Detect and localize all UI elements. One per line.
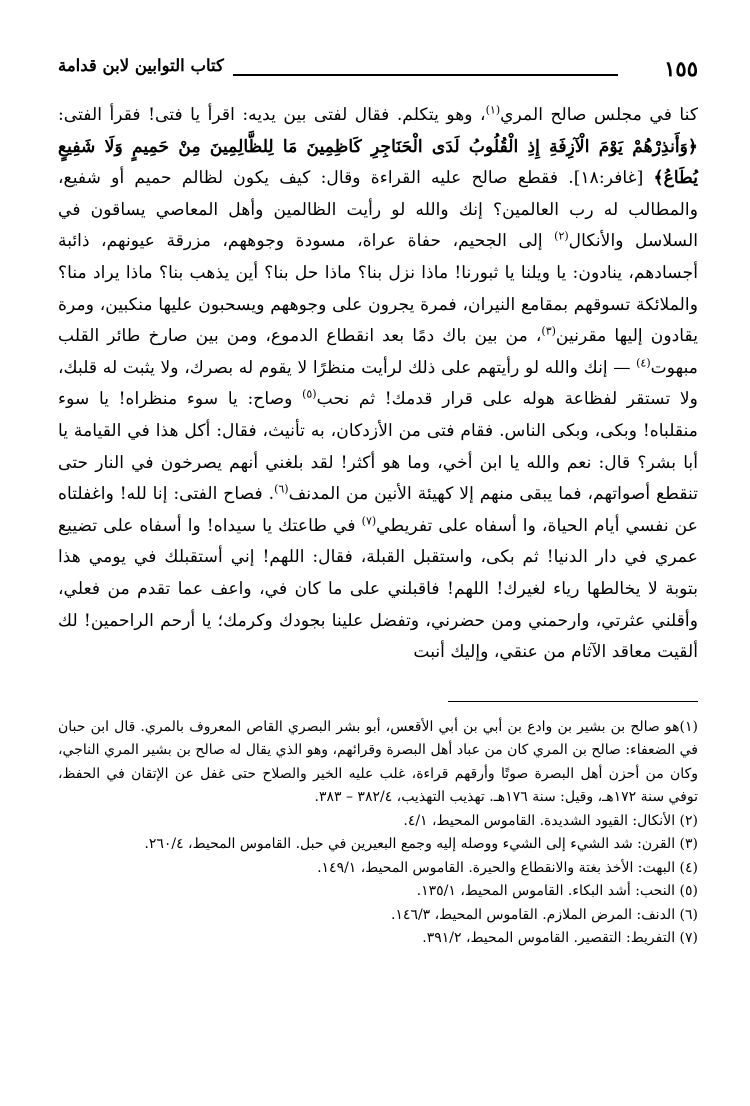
header-rule: [233, 74, 618, 76]
page-header: [58, 52, 698, 88]
footnote-item: (٢) الأنكال: القيود الشديدة. القاموس المحيط، ٤/١.: [403, 812, 698, 829]
footnote-item: (٣) القرن: شد الشيء إلى الشيء ووصله إليه وجمع البعيرين في حبل. القاموس المحيط، ٢٦٠/٤.: [144, 836, 698, 853]
footnote-ref: (٧): [361, 513, 377, 527]
footnote-item: (٤) البهت: الأخذ بغتة والانقطاع والحيرة. القاموس المحيط، ١٤٩/١.: [317, 859, 698, 876]
text-segment: — إنك والله لو رأيتهم على ذلك لرأيت منظرًا لا يقوم له بصرك، ولا يثبت له قلبك، ولا تستقر لفظاعة هوله على قرار قدمك! ثم نحب: [58, 357, 698, 410]
text-segment: إلى الجحيم، حفاة عراة، مسودة وجوههم، مزرقة عيونهم، ذائبة أجسادهم، ينادون: يا ويلنا يا ثبورنا! ماذا نزل بنا؟ ماذا حل بنا؟ أين يذهب بنا؟ ماذا يراد منا؟ والملائكة تسوقهم بمقامع النيران، فمرة يجرون على وجوههم ويسحبون عليها منكبين، ومرة يقادون إليها مقرنين: [58, 231, 698, 347]
footnote-item: (٦) الدنف: المرض الملازم. القاموس المحيط، ١٤٦/٣.: [390, 906, 698, 923]
footnote-ref: (٢): [554, 229, 569, 243]
footnote-ref: (٣): [541, 324, 556, 338]
page-number: ١٥٥: [664, 56, 698, 81]
main-text: [58, 100, 698, 669]
footnote-item: (٥) النحب: أشد البكاء. القاموس المحيط، ١٣٥/١.: [416, 883, 698, 900]
text-segment: ، وهو يتكلم. فقال لفتى بين يديه: اقرأ يا فتى! فقرأ الفتى:: [58, 105, 486, 125]
footnotes: [58, 716, 698, 951]
footnote-ref: (١): [485, 103, 501, 117]
footnote-ref: (٥): [302, 387, 317, 401]
text-segment: كنا في مجلس صالح المري: [500, 105, 698, 125]
page: [58, 52, 698, 1092]
footnote-ref: (٦): [274, 482, 289, 496]
footnote-item: (٧) التفريط: التقصير. القاموس المحيط، ٣٩١/٢.: [422, 930, 698, 947]
text-segment: ، من بين باك دمًا بعد انقطاع الدموع، ومن بين صارخ طائر القلب مبهوت: [58, 326, 698, 378]
text-segment: [غافر:١٨]. فقطع صالح عليه القراءة وقال: كيف يكون لظالم حميم أو شفيع، والمطالب له رب العالمين؟ إنك والله لو رأيت الظالمين وأهل المعاصي يساقون في السلاسل والأنكال: [58, 168, 699, 252]
quran-verse: ﴿وَأَنذِرْهُمْ يَوْمَ الْآزِفَةِ إِذِ الْقُلُوبُ لَدَى الْحَنَاجِرِ كَاظِمِينَ مَا لِلظَّالِمِينَ مِنْ حَمِيمٍ وَلَا شَفِيعٍ يُطَاعُ﴾: [58, 136, 698, 189]
text-segment: . فصاح الفتى: إنا لله! واغفلتاه عن نفسي أيام الحياة، وا أسفاه على تفريطي: [58, 484, 699, 536]
footnote-ref: (٤): [636, 356, 651, 370]
text-segment: في طاعتك يا سيداه! وا أسفاه على تضييع عمري في دار الدنيا! ثم بكى، واستقبل القبلة، فقال: اللهم! إني أستقبلك في يومي هذا بتوبة لا يخالطها رياء لغيرك! اللهم! فاقبلني على ما كان في، واعف عما تقدم من فعلي، وأقلني عثرتي، وارحمني ومن حضرني، وتفضل علينا بجودك وكرمك؛ يا أرحم الراحمين! لك ألقيت معاقد الآثام من عنقي، وإليك أنبت: [58, 515, 698, 663]
footnote-separator: [448, 701, 698, 702]
text-segment: وصاح: يا سوء منظراه! يا سوء منقلباه! وبكى، وبكى الناس. فقام فتى من الأزدكان، به تأنيث، فقال: أكل هذا في القيامة يا أبا بشر؟ قال: نعم والله يا ابن أخي، وما هو أكثر! لقد بلغني أنهم يصرخون في النار حتى تنقطع أصواتهم، فما يبقى منهم إلا كهيئة الأنين من المدنف: [58, 389, 699, 505]
book-title: كتاب التوابين لابن قدامة: [58, 56, 224, 75]
footnote-item: (١)هو صالح بن بشير بن وادع بن أبي بن أبي الأقعس، أبو بشر البصري القاص المعروف بالمري. قال ابن حبان في الضعفاء: صالح بن المري كان من عباد أهل البصرة وقرائهم، وهو الذي يقال له صالح بن بشير المري الناجي، وكان من أحزن أهل البصرة صوتًا وأرقهم قراءة، غلب عليه الخير والصلاح حتى غفل عن الإتقان في الحفظ، توفي سنة ١٧٢هـ، وقيل: سنة ١٧٦هـ. تهذيب التهذيب، ٣٨٢/٤ – ٣٨٣.: [58, 718, 698, 806]
